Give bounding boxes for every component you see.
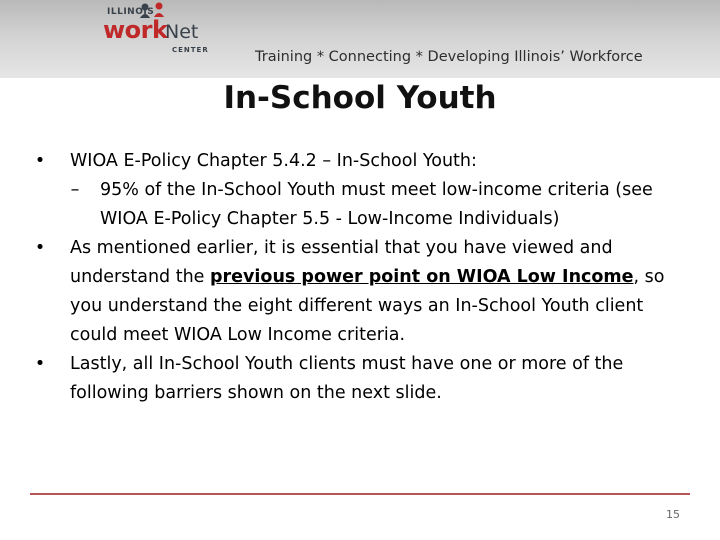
page-number: 15 <box>666 508 680 521</box>
logo-state-text: ILLINOIS <box>107 7 155 17</box>
bullet-text-before: As mentioned earlier, it is essential that you have viewed and understand the <box>70 238 613 287</box>
sub-bullet-item-low-income <box>30 176 690 234</box>
bullet-text: WIOA E-Policy Chapter 5.4.2 – In-School Youth: <box>70 151 477 171</box>
footer-divider <box>30 493 690 495</box>
bullet-icon: • <box>34 238 46 258</box>
previous-powerpoint-link[interactable]: previous power point on WIOA Low Income <box>210 267 634 287</box>
logo-work-text: work <box>103 16 168 44</box>
header-banner <box>0 0 720 78</box>
bullet-item-barriers <box>30 350 690 408</box>
bullet-item-previous-powerpoint <box>30 234 690 350</box>
bullet-list <box>30 147 690 408</box>
logo-center-text: CENTER <box>172 46 209 54</box>
illinois-worknet-logo <box>95 4 235 62</box>
sub-bullet-text: 95% of the In-School Youth must meet low-income criteria (see WIOA E-Policy Chapter 5.5 - Low-Income Individuals) <box>100 180 653 229</box>
slide-title: In-School Youth <box>223 80 497 116</box>
logo-net-text: Net <box>165 21 199 43</box>
dash-icon: – <box>70 180 80 200</box>
bullet-text: Lastly, all In-School Youth clients must have one or more of the following barriers shown on the next slide. <box>70 354 624 403</box>
header-tagline: Training * Connecting * Developing Illinois’ Workforce <box>255 49 643 65</box>
bullet-icon: • <box>34 151 46 171</box>
bullet-icon: • <box>34 354 46 374</box>
bullet-item-policy <box>30 147 690 176</box>
bullet-text-after: , so you understand the eight different ways an In-School Youth client could meet WIOA Low Income criteria. <box>70 267 665 345</box>
